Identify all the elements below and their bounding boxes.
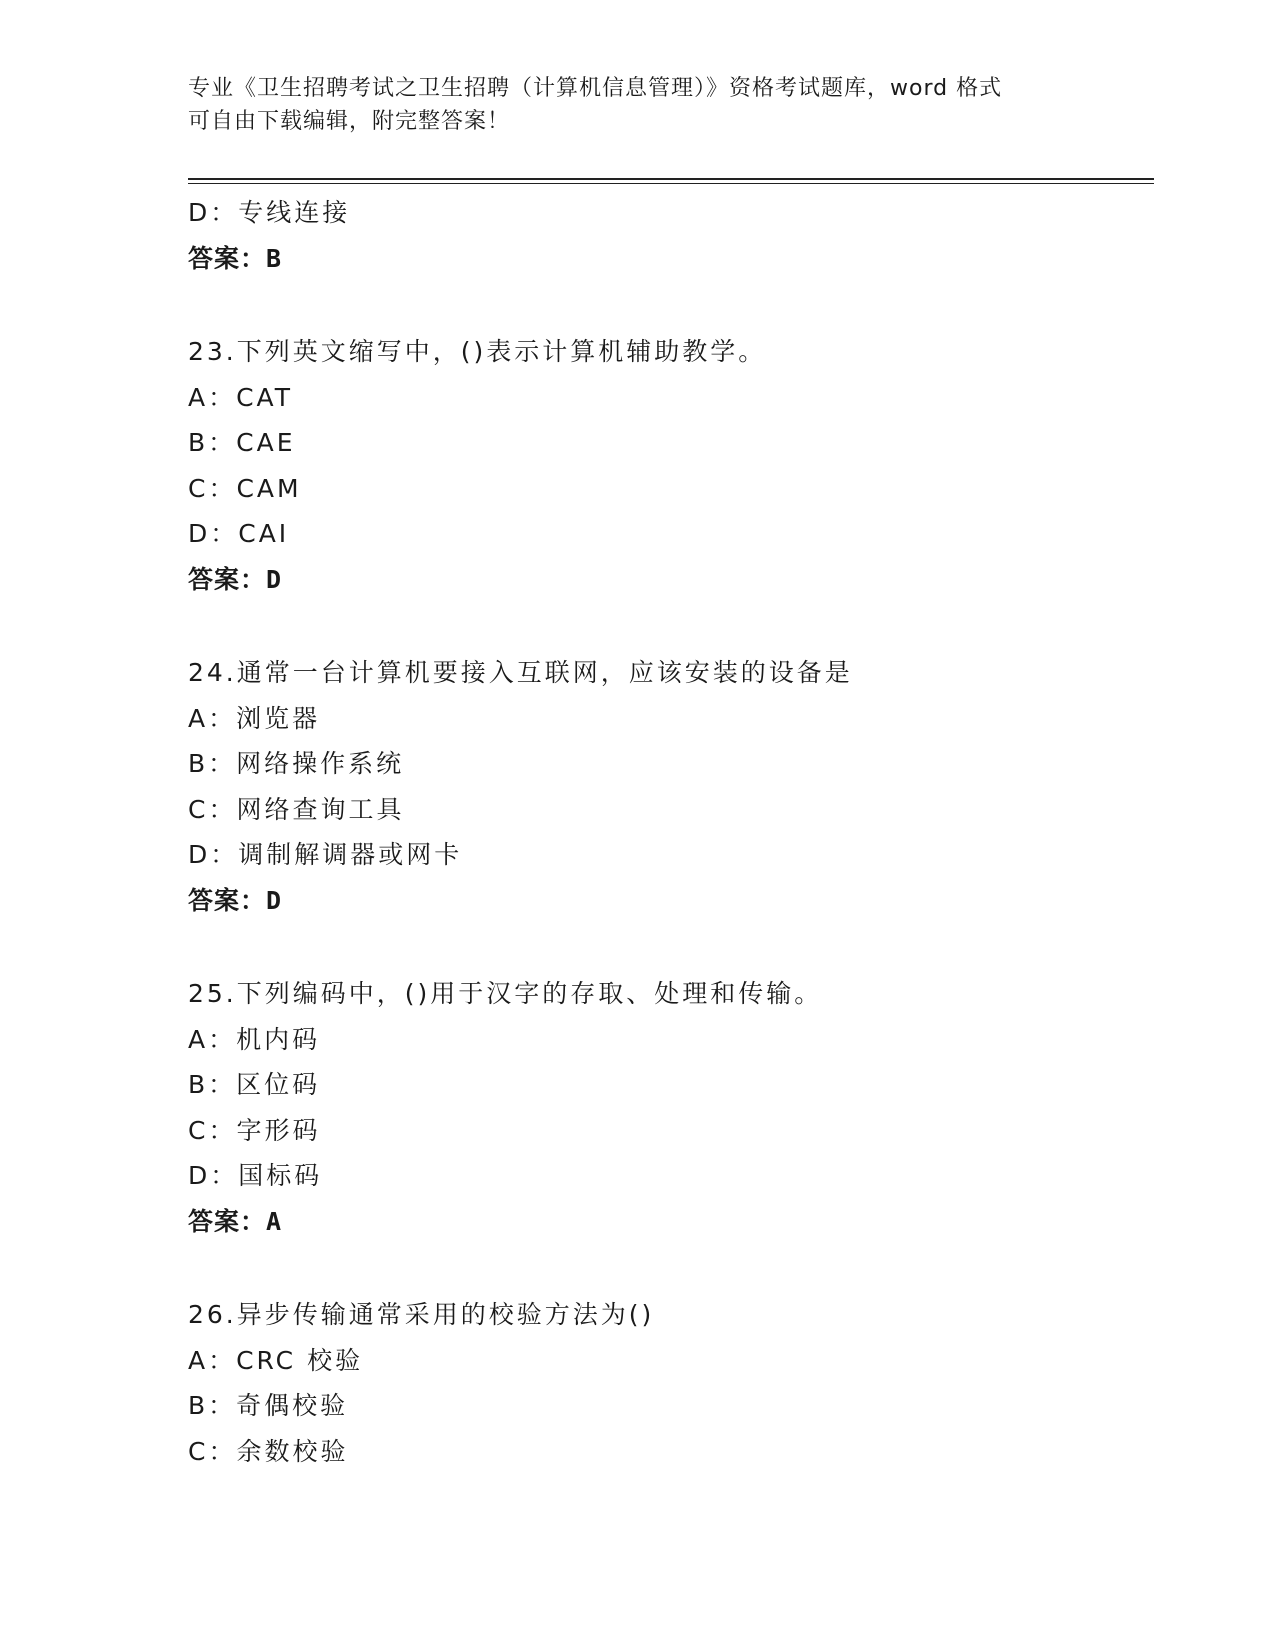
spacer [188,602,1154,650]
header-line-2: 可自由下载编辑，附完整答案！ [188,109,511,134]
answer-value: D [266,885,283,915]
answer-value: A [266,1206,283,1236]
question-text: 25.下列编码中，()用于汉字的存取、处理和传输。 [188,979,823,1008]
answer-label: 答案： [188,564,267,594]
header-divider-thick [188,178,1154,180]
option-b: B：区位码 [188,1070,321,1099]
answer-line [188,1199,1154,1245]
header-divider-thin [188,183,1154,184]
option-a: A：CAT [188,382,293,412]
spacer [188,281,1154,329]
option-d: D：CAI [188,519,290,548]
spacer [188,923,1154,971]
option-b: B：奇偶校验 [188,1391,349,1420]
option-a: A：浏览器 [188,703,321,733]
answer-value: B [266,243,283,273]
option-c: C：CAM [188,473,302,503]
answer-label: 答案： [188,243,267,273]
option-c: C：网络查询工具 [188,794,405,824]
answer-line [188,557,1154,603]
spacer [188,1244,1154,1292]
option-c: C：余数校验 [188,1436,349,1466]
answer-value: D [266,564,283,594]
option-a: A：CRC 校验 [188,1345,364,1375]
question-text: 23.下列英文缩写中，()表示计算机辅助教学。 [188,337,767,366]
option-d: D：调制解调器或网卡 [188,840,463,869]
option-d: D：专线连接 [188,198,351,227]
answer-label: 答案： [188,885,267,915]
answer-line [188,878,1154,924]
question-text: 26.异步传输通常采用的校验方法为() [188,1300,655,1329]
question-list [188,190,1154,1474]
option-b: B：网络操作系统 [188,749,405,778]
document-header [188,72,1088,138]
option-a: A：机内码 [188,1024,321,1054]
answer-line [188,236,1154,282]
question-text: 24.通常一台计算机要接入互联网，应该安装的设备是 [188,658,853,687]
header-line-1: 专业《卫生招聘考试之卫生招聘（计算机信息管理）》资格考试题库，word 格式 [188,76,1003,101]
option-b: B：CAE [188,428,296,457]
option-c: C：字形码 [188,1115,321,1145]
option-d: D：国标码 [188,1161,323,1190]
answer-label: 答案： [188,1206,267,1236]
